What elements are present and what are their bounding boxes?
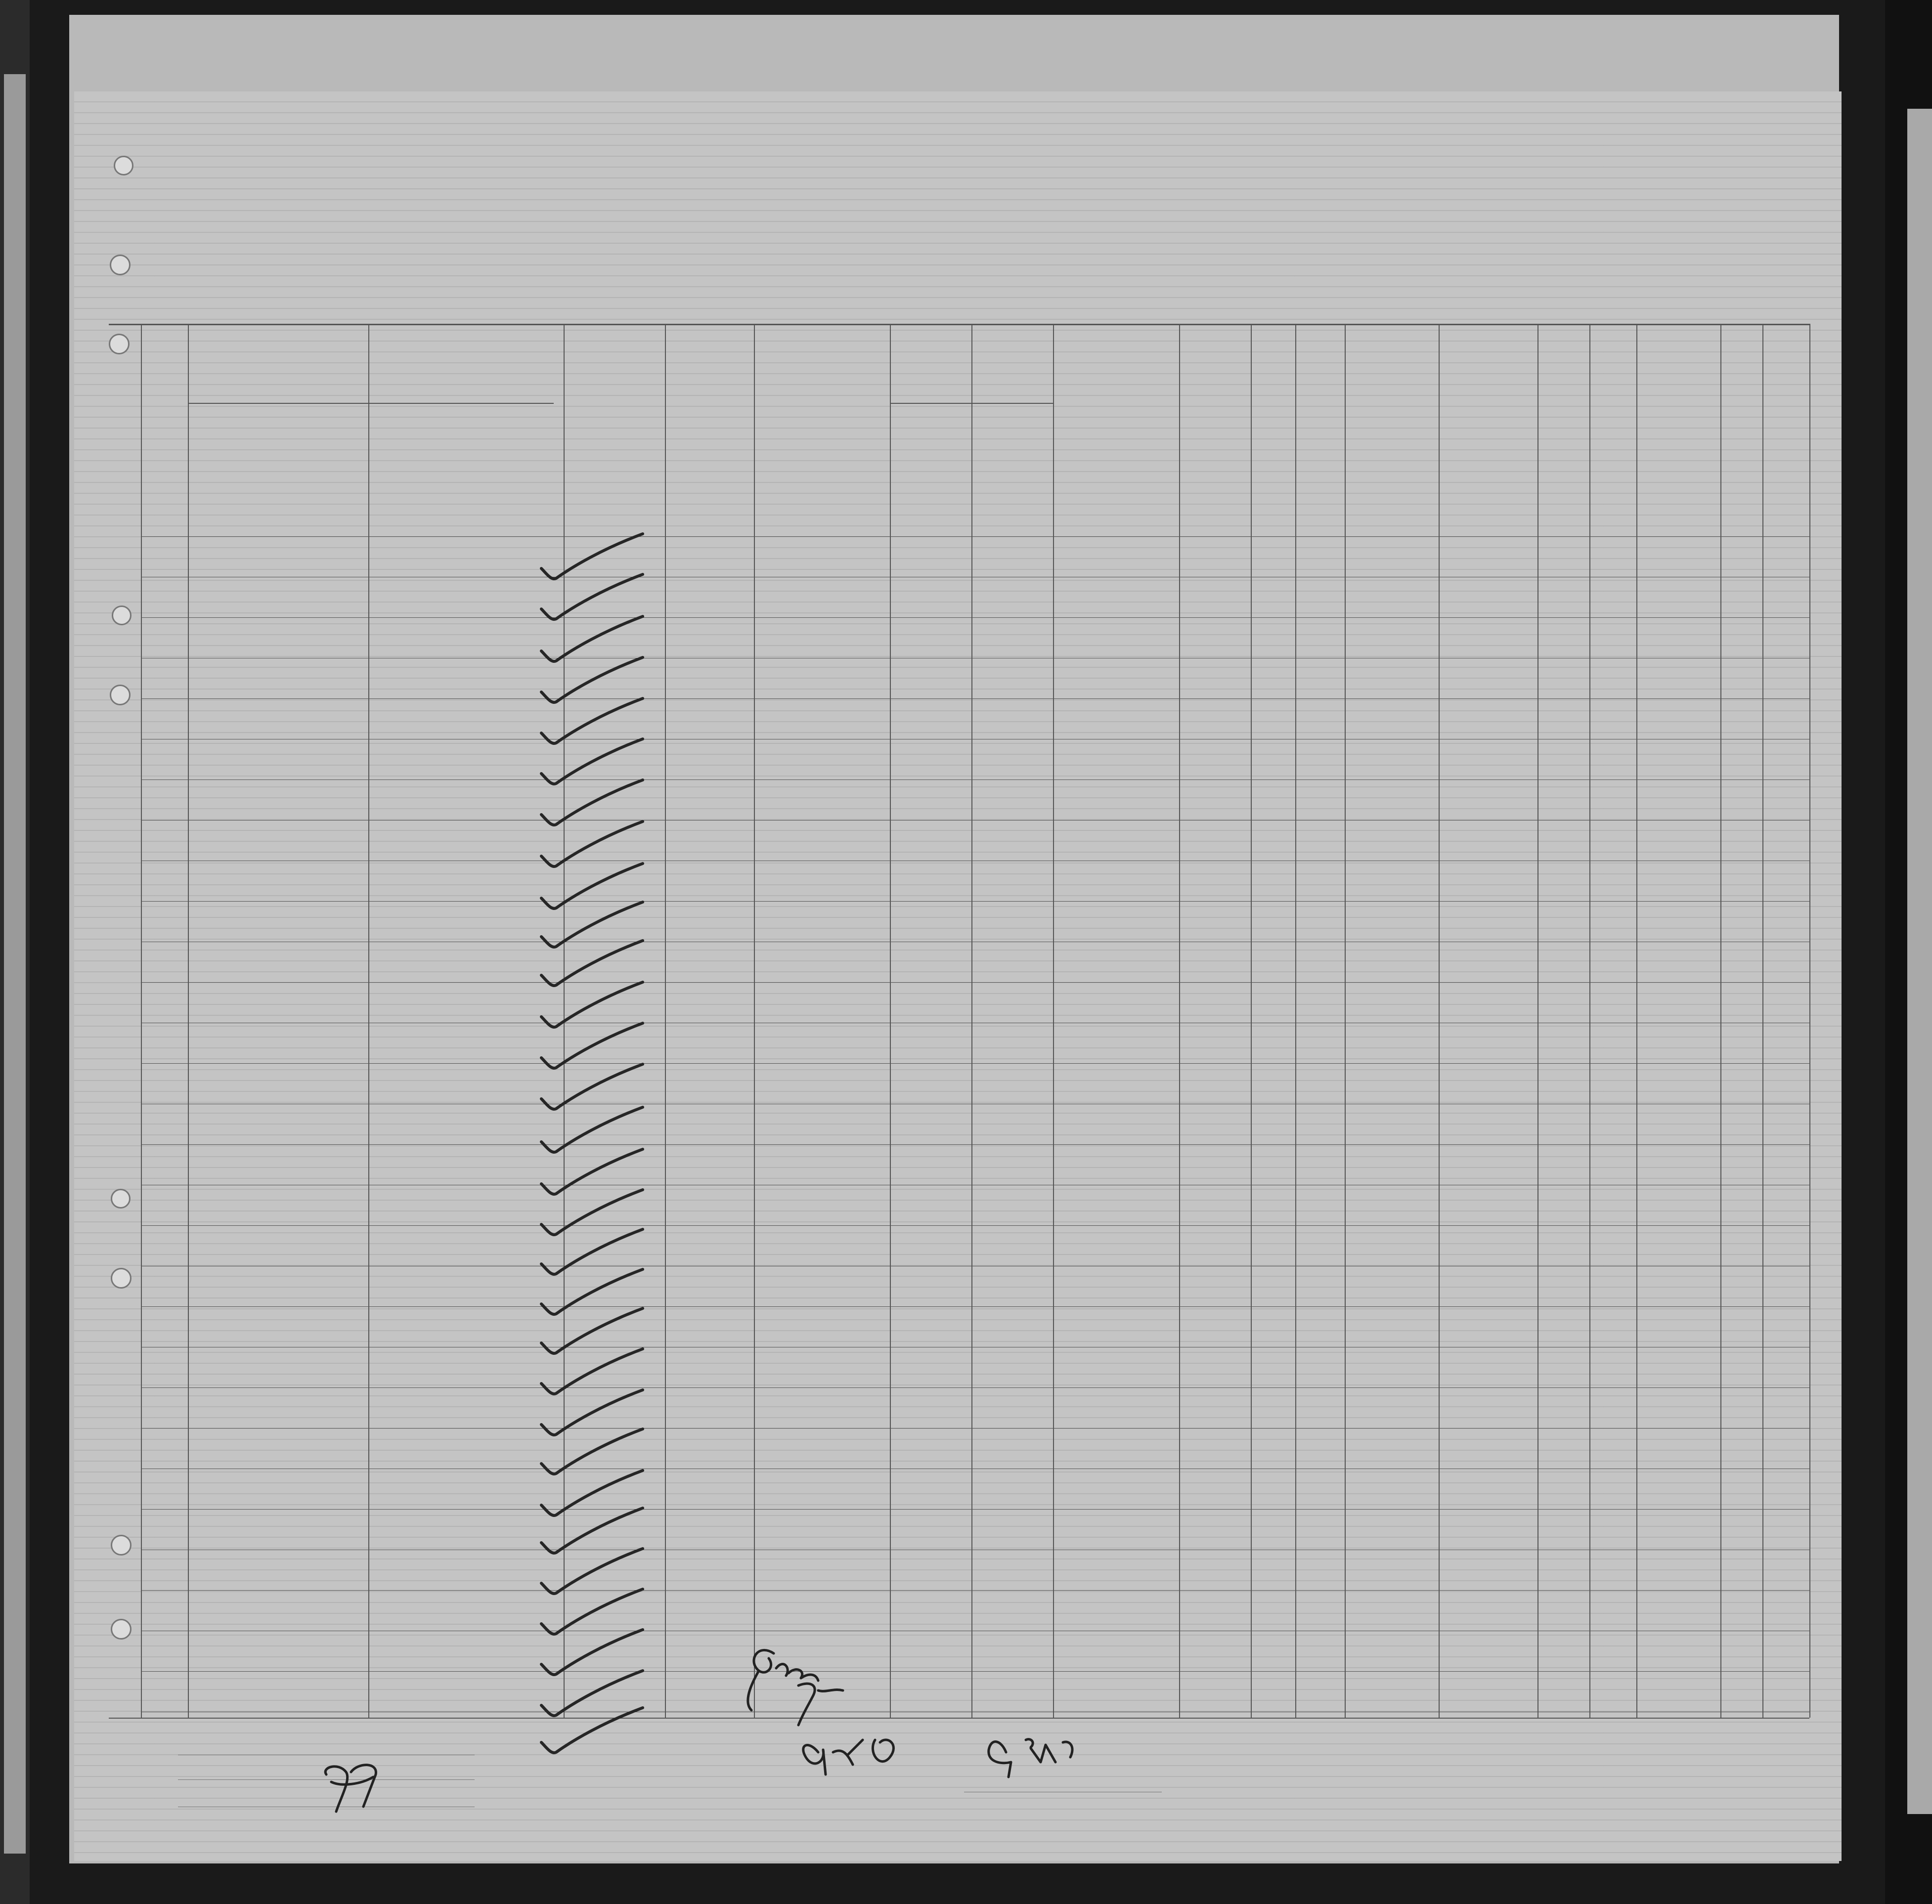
row-rule [141,1144,1809,1145]
column-rule [1537,324,1538,1718]
column-rule [1762,324,1763,1718]
row-rule [188,403,554,404]
row-rule [141,536,1809,537]
row-rule [141,901,1809,902]
column-rule [1439,324,1440,1718]
inspector-signature [685,1639,1130,1807]
row-rule [141,982,1809,983]
column-rule [141,324,142,1718]
column-rule [1720,324,1721,1718]
column-rule [368,324,369,1718]
binder-hole [111,1189,131,1209]
row-rule [141,1387,1809,1388]
column-rule [890,324,891,1718]
column-rule [1589,324,1590,1718]
row-rule [141,698,1809,699]
column-rule [971,324,972,1718]
column-rule [1295,324,1296,1718]
scan-edge-left [0,0,30,1904]
scan-edge-right [1885,0,1932,1904]
row-rule [141,1063,1809,1064]
binder-hole [110,685,131,705]
signature-strokes [685,1639,1130,1807]
column-rule [1345,324,1346,1718]
row-rule [141,617,1809,618]
binder-hole [111,1268,132,1289]
agent-mark [311,1757,391,1817]
column-rule [1636,324,1637,1718]
column-rule [1053,324,1054,1718]
check-mark-icon [534,1705,653,1760]
row-rule [141,779,1809,780]
binder-hole [111,1619,132,1640]
binder-hole [114,156,133,175]
row-rule [141,1509,1809,1510]
manifest-sheet [74,91,1842,1861]
column-rule [665,324,666,1718]
binder-hole [110,255,131,275]
row-rule [141,1225,1809,1226]
row-rule [109,324,1809,325]
column-rule [1809,324,1810,1718]
row-rule [141,1306,1809,1307]
column-rule [1251,324,1252,1718]
binder-hole [109,334,130,354]
column-rule [754,324,755,1718]
column-rule [188,324,189,1718]
row-rule [141,1590,1809,1591]
column-rule [1179,324,1180,1718]
binder-hole [112,606,132,625]
binder-hole [111,1535,132,1556]
row-rule [141,820,1809,821]
